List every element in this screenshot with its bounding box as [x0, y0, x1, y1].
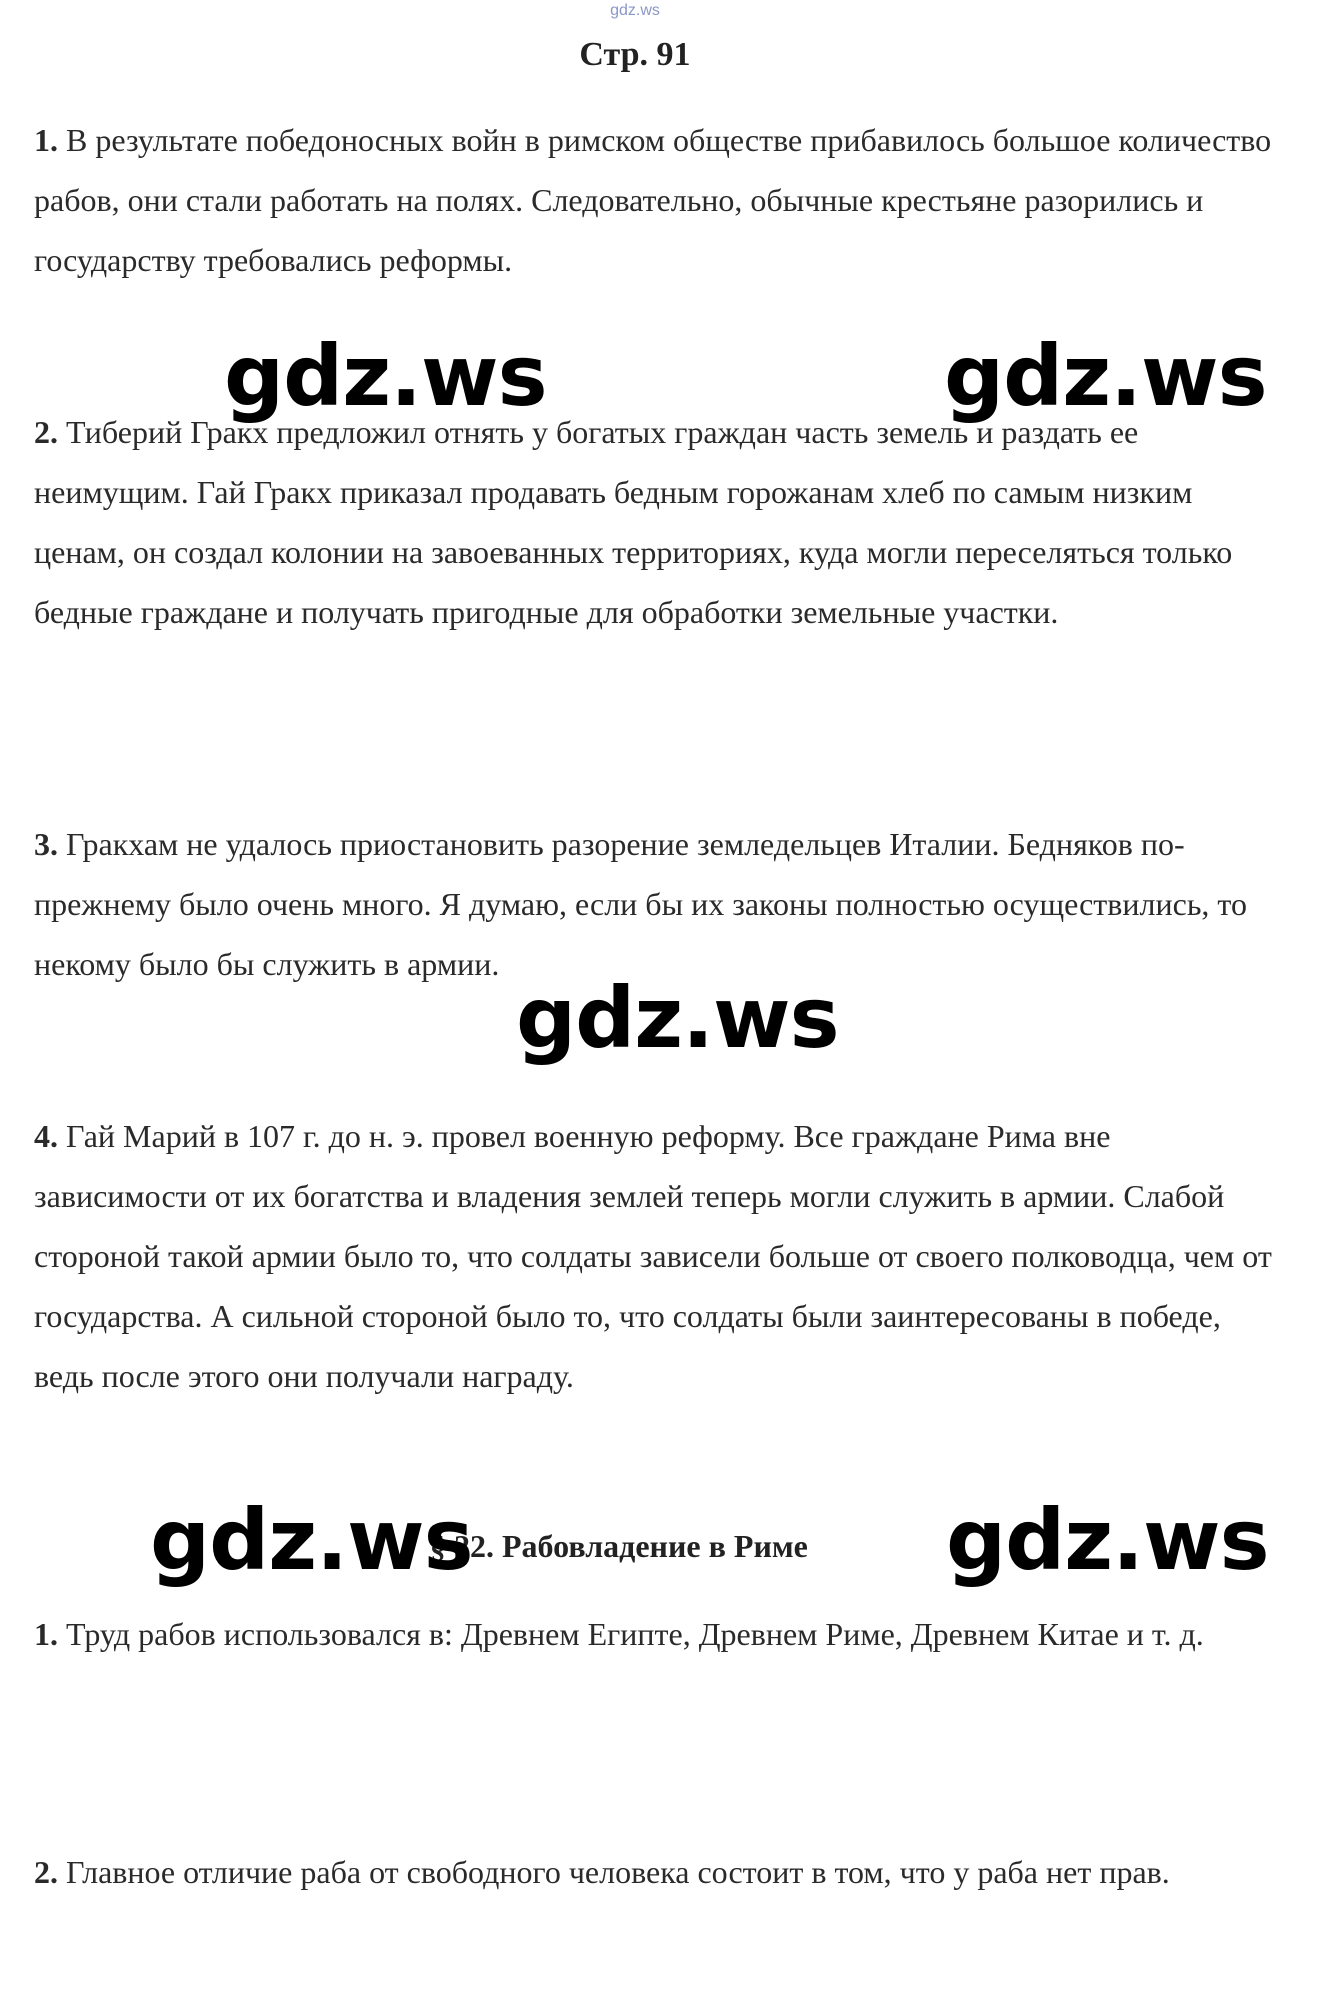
section-title: § 22. Рабовладение в Риме [430, 1528, 808, 1564]
answer-paragraph-2 [34, 402, 1284, 642]
answer-paragraph-4 [34, 1106, 1284, 1406]
answer-paragraph-1 [34, 110, 1284, 290]
page-title: Стр. 91 [579, 36, 691, 73]
answer-paragraph-3 [34, 814, 1284, 994]
answer-text: Главное отличие раба от свободного человека состоит в том, что у раба нет прав. [58, 1854, 1170, 1890]
answer-text: Гай Марий в 107 г. до н. э. провел военную реформу. Все граждане Рима вне зависимости от их богатства и владения землей теперь могли служить в армии. Слабой стороной такой армии было то, что солдаты зависели больше от своего полководца, чем от государства. А сильной стороной было то, что солдаты были заинтересованы в победе, ведь после этого они получали награду. [34, 1118, 1272, 1394]
watermark: gdz.ws [944, 327, 1267, 425]
watermark: gdz.ws [946, 1491, 1269, 1589]
answer-number: 2. [34, 1854, 58, 1890]
section-answer-paragraph-1 [34, 1604, 1284, 1664]
answer-number: 3. [34, 826, 58, 862]
answer-text: Тиберий Гракх предложил отнять у богатых граждан часть земель и раздать ее неимущим. Гай Гракх приказал продавать бедным горожанам хлеб по самым низким ценам, он создал колонии на завоеванных территориях, куда могли переселяться только бедные граждане и получать пригодные для обработки земельные участки. [34, 414, 1233, 630]
watermark: gdz.ws [150, 1491, 473, 1589]
section-answer-paragraph-2 [34, 1842, 1284, 1902]
watermark: gdz.ws [224, 327, 547, 425]
top-watermark-mark: gdz.ws [610, 2, 660, 19]
answer-text: Гракхам не удалось приостановить разорение земледельцев Италии. Бедняков по-прежнему было очень много. Я думаю, если бы их законы полностью осуществились, то некому было бы служить в армии. [34, 826, 1247, 982]
watermark: gdz.ws [516, 969, 839, 1067]
answer-number: 2. [34, 414, 58, 450]
answer-number: 4. [34, 1118, 58, 1154]
answer-number: 1. [34, 122, 58, 158]
answer-text: Труд рабов использовался в: Древнем Египте, Древнем Риме, Древнем Китае и т. д. [58, 1616, 1204, 1652]
answer-text: В результате победоносных войн в римском обществе прибавилось большое количество рабов, они стали работать на полях. Следовательно, обычные крестьяне разорились и государству требовались реформы. [34, 122, 1272, 278]
answer-number: 1. [34, 1616, 58, 1652]
